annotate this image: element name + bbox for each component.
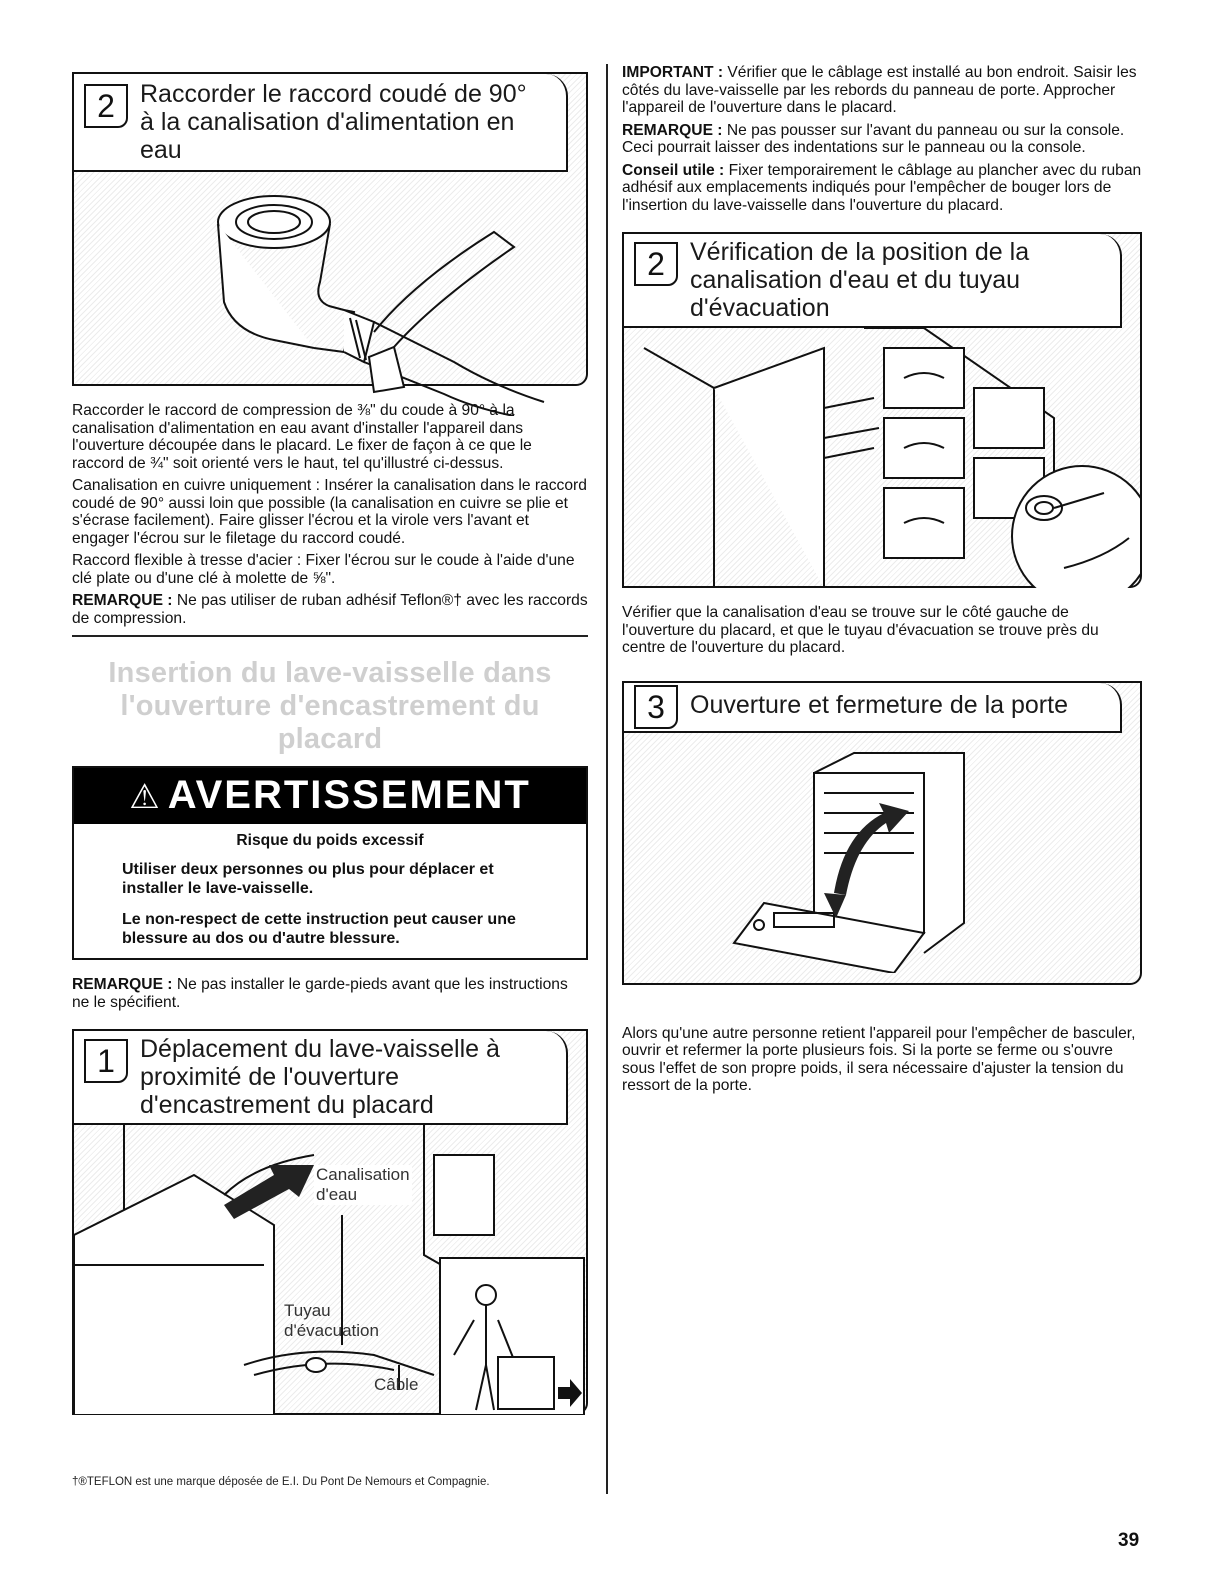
note-paragraph (622, 122, 1142, 157)
step-header (74, 74, 568, 172)
step-title-line: proximité de l'ouverture (140, 1063, 400, 1091)
warning-triangle-icon: ⚠ (129, 778, 162, 816)
footnote: †®TEFLON est une marque déposée de E.I. Du Pont De Nemours et Compagnie. (72, 1476, 490, 1488)
section-rule (72, 635, 588, 637)
step-title-line: d'encastrement du placard (140, 1091, 434, 1119)
step-header (624, 683, 1122, 733)
step-verify-position (622, 232, 1142, 588)
step-move-dishwasher (72, 1029, 588, 1415)
label-line: d'eau (316, 1185, 358, 1204)
warning-line: Utiliser deux personnes ou plus pour déplacer et installer le lave-vaisselle. (122, 861, 494, 897)
step-title-line: d'évacuation (690, 294, 830, 322)
step-title-line: Déplacement du lave-vaisselle à (140, 1035, 500, 1063)
note-text: Ne pas utiliser de ruban adhésif Teflon®† avec les raccords de compression. (72, 592, 588, 627)
step-title-line: à la canalisation d'alimentation en eau (140, 108, 515, 164)
step-number: 3 (634, 685, 678, 729)
step-title-line: Raccorder le raccord coudé de 90° (140, 80, 527, 108)
important-text: Vérifier que le câblage est installé au bon endroit. Saisir les côtés du lave-vaisselle par les rebords du panneau de porte. Approcher l'appareil de l'ouverture dans le placard. (622, 64, 1137, 116)
step-title-line: canalisation d'eau et du tuyau (690, 266, 1021, 294)
paragraph: Raccorder le raccord de compression de ⅜" du coude à 90° à la canalisation d'alimentation en eau avant d'installer l'appareil dans l'ouverture découpée dans le placard. Le fixer de façon à ce que le raccord de ¾" soit orienté vers le haut, tel qu'illustré ci-dessus. (72, 402, 532, 472)
note-label: REMARQUE : (622, 121, 723, 139)
move-illustration (74, 1125, 586, 1415)
note-paragraph (72, 592, 588, 627)
label-line: Tuyau (284, 1301, 331, 1320)
step-number: 2 (84, 84, 128, 128)
elbow-illustration (74, 172, 586, 416)
note-label: REMARQUE : (72, 592, 173, 609)
note-label: REMARQUE : (72, 976, 173, 993)
paragraph: Alors qu'une autre personne retient l'appareil pour l'empêcher de basculer, ouvrir et refermer la porte plusieurs fois. Si la porte se ferme ou s'ouvre sous l'effet de son propre poids, il sera nécessaire d'ajuster la tension du ressort de la porte. (622, 1024, 1136, 1094)
step-header (624, 234, 1122, 328)
note-text: Ne pas installer le garde-pieds avant que les instructions ne le spécifient. (72, 976, 568, 1011)
paragraph: Canalisation en cuivre uniquement : Insérer la canalisation dans le raccord coudé de 90° aussi loin que possible (la canalisation en cuivre se plie et s'écrase facilement). Faire glisser l'écrou et la virole vers l'avant et engager l'écrou sur le filetage du raccord coudé. (72, 477, 587, 547)
tip-text: Fixer temporairement le câblage au plancher avec du ruban adhésif aux emplacements indiqués pour l'empêcher de bouger lors de l'insertion du lave-vaisselle dans l'ouverture du placard. (622, 161, 1142, 214)
important-paragraph (622, 64, 1142, 117)
paragraph: Vérifier que la canalisation d'eau se trouve sur le côté gauche de l'ouverture du placard, et que le tuyau d'évacuation se trouve près du centre de l'ouverture du placard. (622, 604, 1099, 656)
section-title-line: Insertion du lave-vaisselle dans (108, 657, 552, 689)
left-column (72, 72, 588, 1415)
label-drain-hose (284, 1301, 379, 1341)
note-text: Ne pas pousser sur l'avant du panneau ou sur la console. Ceci pourrait laisser des indentations sur le panneau ou la console. (622, 121, 1125, 156)
step-title: Ouverture et fermeture de la porte (690, 690, 1068, 719)
label-cable: Câble (374, 1375, 419, 1394)
warning-body (74, 824, 586, 958)
cabinet-opening-drawing (624, 328, 1140, 588)
step-connect-elbow (72, 72, 588, 386)
page-number: 39 (1118, 1530, 1140, 1551)
paragraph: Raccord flexible à tresse d'acier : Fixer l'écrou sur le coude à l'aide d'une clé plate ou d'une clé à molette de ⅝". (72, 552, 575, 587)
important-label: IMPORTANT : (622, 64, 724, 81)
step-door-open-close (622, 681, 1142, 985)
step-title-line: Vérification de la position de la (690, 238, 1030, 266)
step-number: 2 (634, 242, 678, 286)
step-number: 1 (84, 1039, 128, 1083)
column-divider (606, 64, 608, 1494)
section-title (72, 657, 588, 756)
label-line: d'évacuation (284, 1321, 379, 1340)
warning-header (74, 768, 586, 824)
door-illustration (624, 733, 1140, 973)
warning-box (72, 766, 588, 960)
right-column (622, 64, 1142, 1100)
section-title-line: l'ouverture d'encastrement du placard (120, 690, 540, 755)
elbow-fitting-drawing (74, 172, 586, 416)
verify-illustration (624, 328, 1140, 588)
label-water-line (314, 1165, 412, 1205)
warning-subtitle: Risque du poids excessif (236, 832, 424, 849)
warning-header-text: AVERTISSEMENT (167, 773, 531, 817)
dishwasher-door-drawing (624, 733, 1140, 973)
tip-paragraph (622, 162, 1142, 215)
note-paragraph (72, 976, 588, 1011)
label-line: Canalisation (316, 1165, 410, 1184)
tip-label: Conseil utile : (622, 161, 725, 179)
warning-line: Le non-respect de cette instruction peut causer une blessure au dos ou d'autre blessure. (122, 911, 516, 947)
step-header (74, 1031, 568, 1125)
